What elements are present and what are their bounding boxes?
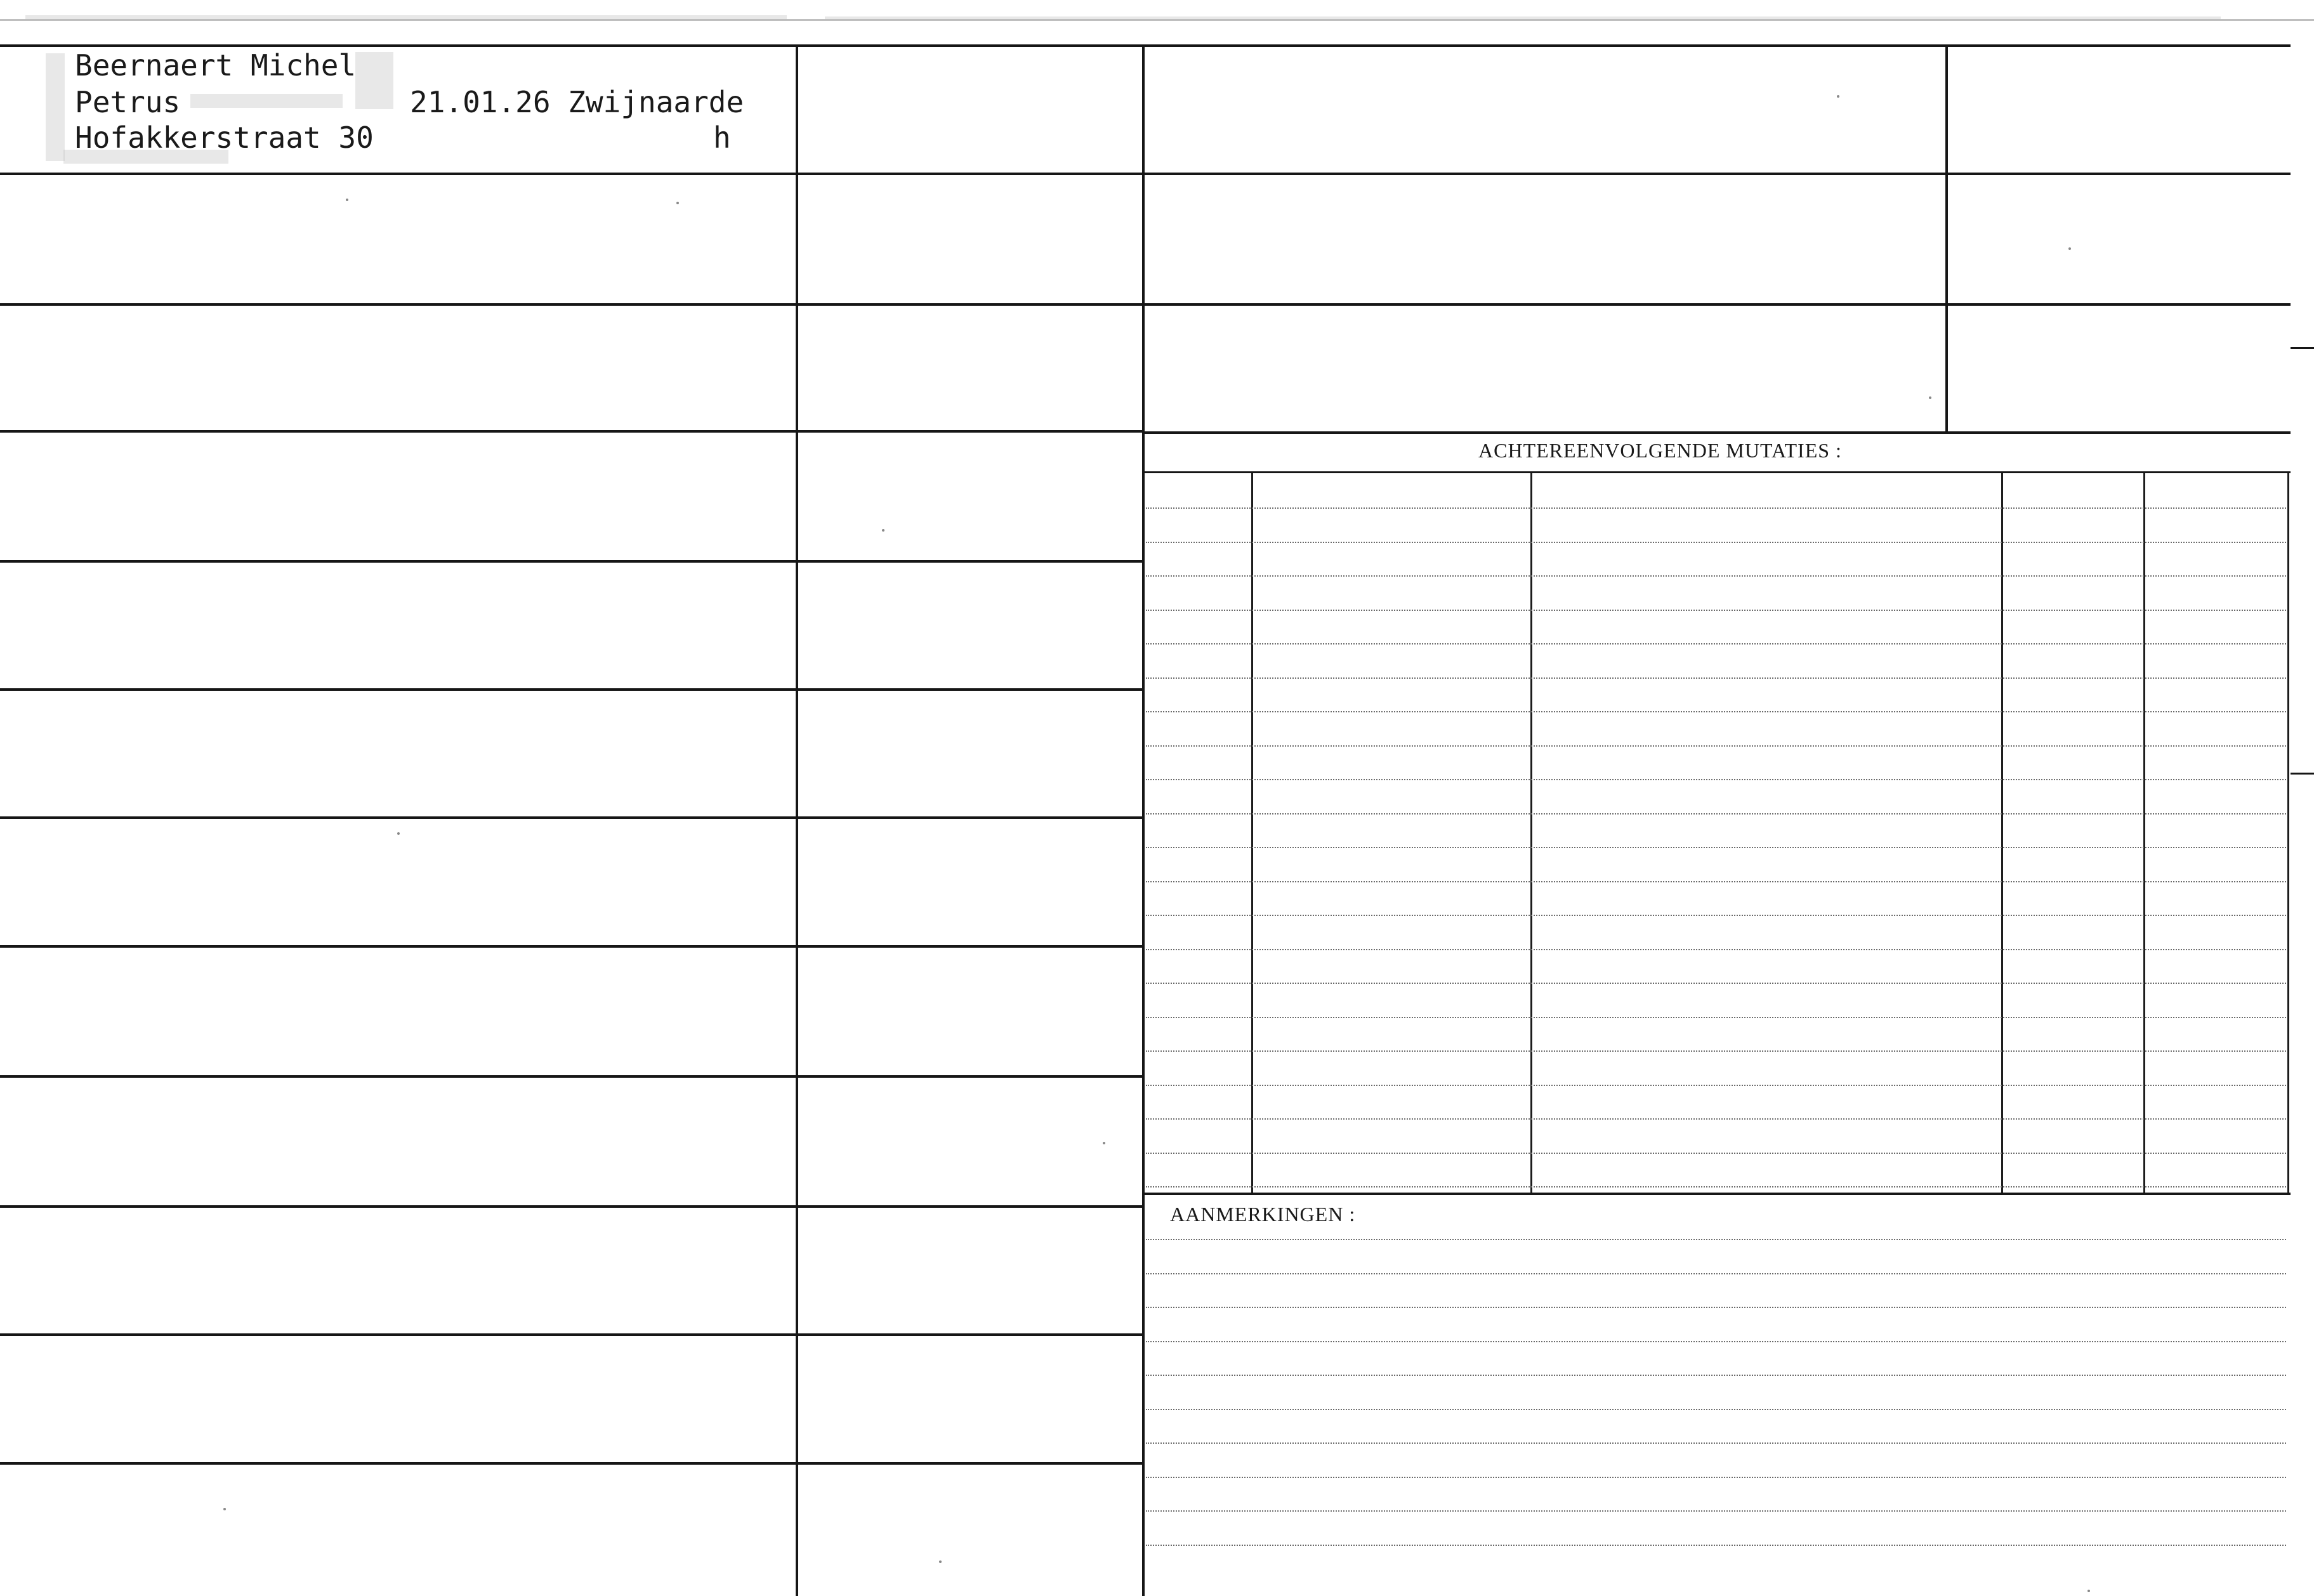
mutation-row-line [1146,881,2286,882]
remark-row-line [1146,1307,2286,1308]
record-mark: h [713,121,731,155]
scan-speck [676,202,679,204]
row-rule [0,945,1142,948]
box-rule [1142,173,2291,175]
mutation-row-line [1146,1186,2286,1187]
stamp-residue [63,150,228,164]
mutation-row-line [1146,983,2286,984]
mutation-row-line [1146,575,2286,577]
record-address: Hofakkerstraat 30 [75,121,374,155]
box-rule [1142,303,2291,306]
scan-speck [1929,396,1931,399]
row-rule [0,816,1142,819]
remark-row-line [1146,1545,2286,1546]
stamp-residue [190,94,343,108]
scan-speck [1837,95,1839,98]
record-middle-name: Petrus [75,85,181,119]
row-rule [0,1075,1142,1078]
record-surname-firstname: Beernaert Michel [75,48,357,82]
row-rule [0,303,1142,306]
mutation-row-line [1146,779,2286,780]
remark-row-line [1146,1239,2286,1240]
scan-speck [223,1508,226,1510]
column-divider [796,44,798,1596]
row-rule [0,1205,1142,1208]
mutation-row-line [1146,847,2286,848]
remark-row-line [1146,1510,2286,1512]
mutation-row-line [1146,711,2286,712]
row-rule [0,1462,1142,1465]
row-rule [0,430,1142,433]
remark-row-line [1146,1273,2286,1274]
remark-row-line [1146,1477,2286,1478]
row-rule [0,688,1142,691]
edge-tick [2291,773,2314,775]
mutations-bottom-rule [1142,1193,2291,1195]
mutation-row-line [1146,507,2286,509]
scan-speck [939,1560,942,1563]
mutation-row-line [1146,915,2286,916]
mutation-row-line [1146,1118,2286,1120]
row-rule [0,560,1142,563]
scan-speck [882,529,884,532]
mutation-row-line [1146,949,2286,950]
column-divider [1945,44,1948,431]
stamp-residue [46,53,65,161]
scan-smudge [825,16,2221,20]
row-rule [0,173,1142,175]
scan-speck [346,199,348,201]
scan-speck [2068,247,2071,250]
mutation-row-line [1146,745,2286,747]
remark-row-line [1146,1375,2286,1376]
remark-row-line [1146,1409,2286,1410]
scan-speck [2087,1590,2090,1592]
scan-speck [1103,1142,1105,1144]
scan-smudge [25,15,787,20]
mutation-row-line [1146,1153,2286,1154]
mutation-row-line [1146,813,2286,814]
column-divider [1142,44,1145,1596]
remark-row-line [1146,1341,2286,1342]
mutation-row-line [1146,1085,2286,1086]
remark-row-line [1146,1442,2286,1444]
record-birth-date-place: 21.01.26 Zwijnaarde [410,85,744,119]
mutation-row-line [1146,542,2286,543]
row-rule [0,1333,1142,1336]
mutation-row-line [1146,610,2286,611]
stamp-residue [355,52,393,109]
mutation-row-line [1146,1050,2286,1052]
mutations-column-divider [2287,473,2289,1193]
mutations-title: ACHTEREENVOLGENDE MUTATIES : [1478,439,1842,462]
scan-speck [397,832,400,835]
remarks-title: AANMERKINGEN : [1170,1203,1356,1226]
mutation-row-line [1146,643,2286,644]
mutation-row-line [1146,1017,2286,1018]
mutations-header-rule [1142,471,2291,473]
edge-tick [2291,347,2314,349]
mutation-row-line [1146,677,2286,679]
box-rule [1142,431,2291,434]
